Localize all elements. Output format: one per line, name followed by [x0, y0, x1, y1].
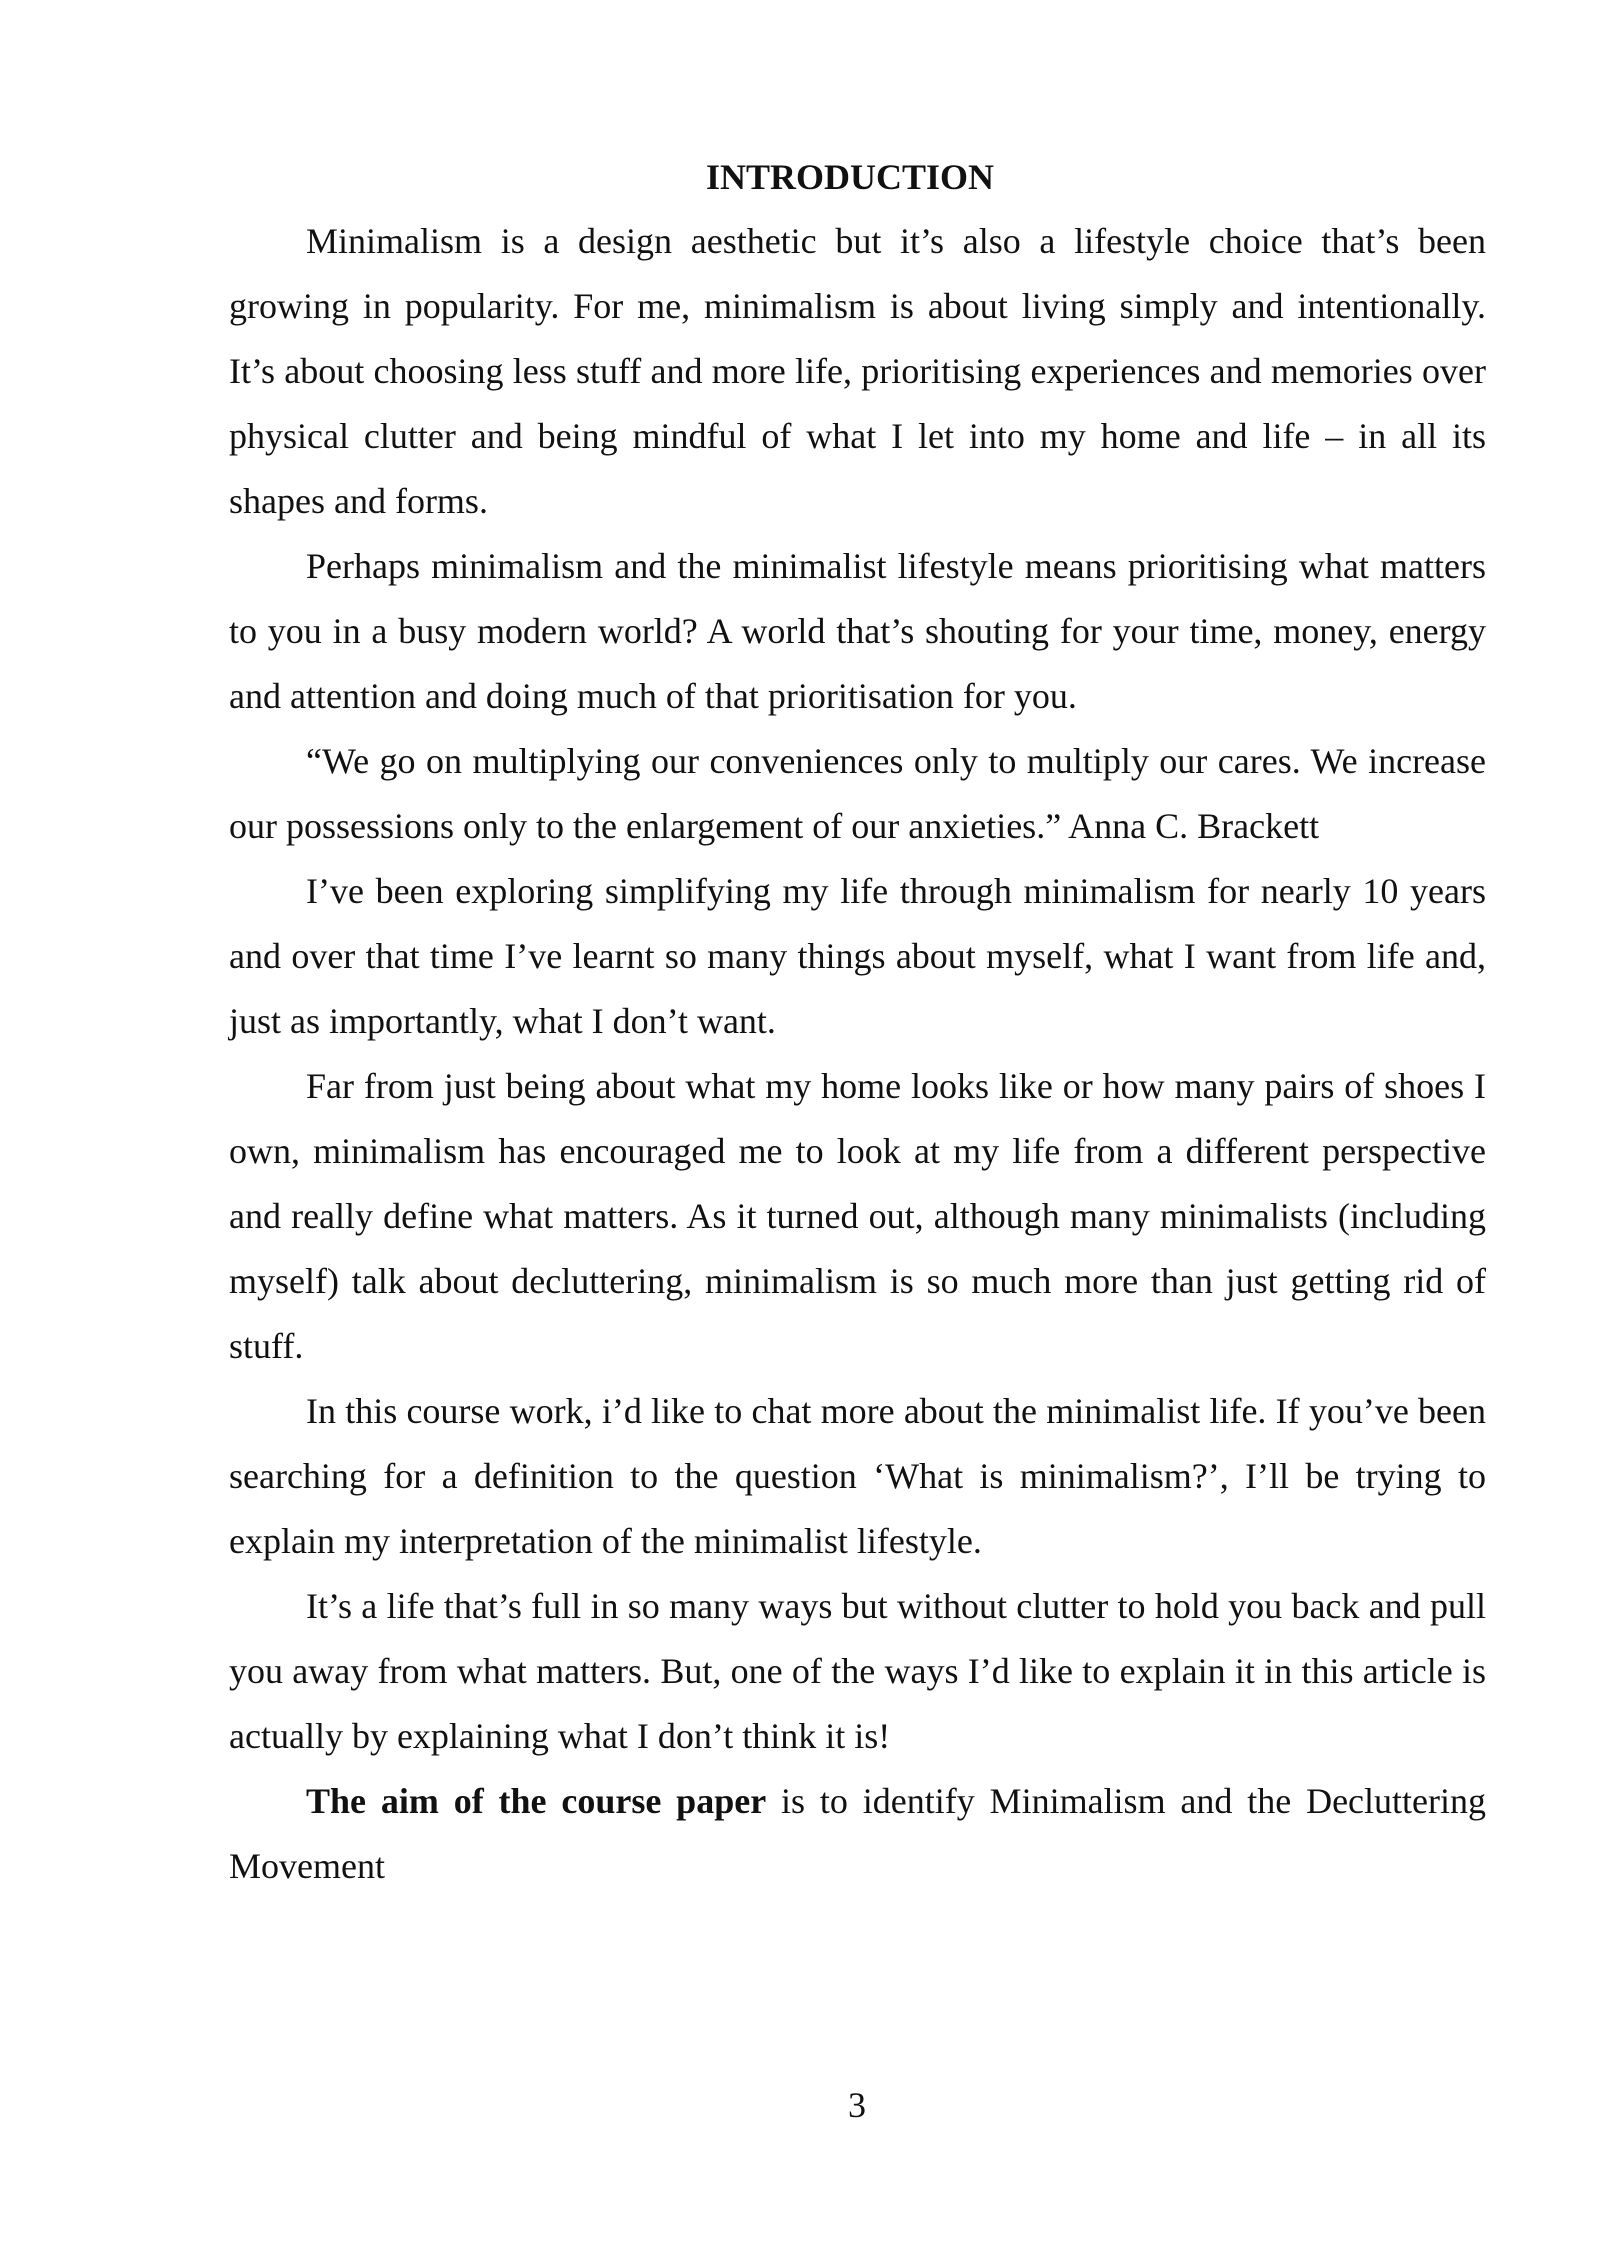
aim-text: is to identify Minimalism and the Decluttering Movement — [229, 1781, 1486, 1886]
paragraph: It’s a life that’s full in so many ways but without clutter to hold you back and pull you away from what matters. But, one of the ways I’d like to explain it in this article is actually by explaining what I don’t think it is! — [229, 1586, 1486, 1756]
paragraph: In this course work, i’d like to chat more about the minimalist life. If you’ve been searching for a definition to the question ‘What is minimalism?’, I’ll be trying to explain my interpretation of the minimalist lifestyle. — [229, 1391, 1486, 1561]
paragraph: I’ve been exploring simplifying my life through minimalism for nearly 10 years and over that time I’ve learnt so many things about myself, what I want from life and, just as importantly, what I don’t want. — [229, 871, 1486, 1041]
aim-label: The aim of the course paper — [306, 1781, 767, 1821]
quote-paragraph: “We go on multiplying our conveniences only to multiply our cares. We increase our possessions only to the enlargement of our anxieties.” Anna C. Brackett — [229, 741, 1486, 846]
section-heading: INTRODUCTION — [705, 157, 995, 197]
paragraph: Minimalism is a design aesthetic but it’s also a lifestyle choice that’s been growing in popularity. For me, minimalism is about living simply and intentionally. It’s about choosing less stuff and more life, prioritising experiences and memories over physical clutter and being mindful of what I let into my home and life – in all its shapes and forms. — [229, 221, 1486, 521]
aim-paragraph — [229, 1769, 1486, 1899]
body-text — [229, 209, 1486, 1899]
page-number: 3 — [848, 2085, 866, 2125]
paragraph: Far from just being about what my home looks like or how many pairs of shoes I own, minimalism has encouraged me to look at my life from a different perspective and really define what matters. As it turned out, although many minimalists (including myself) talk about decluttering, minimalism is so much more than just getting rid of stuff. — [229, 1066, 1486, 1366]
paragraph: Perhaps minimalism and the minimalist lifestyle means prioritising what matters to you in a busy modern world? A world that’s shouting for your time, money, energy and attention and doing much of that prioritisation for you. — [229, 546, 1486, 716]
